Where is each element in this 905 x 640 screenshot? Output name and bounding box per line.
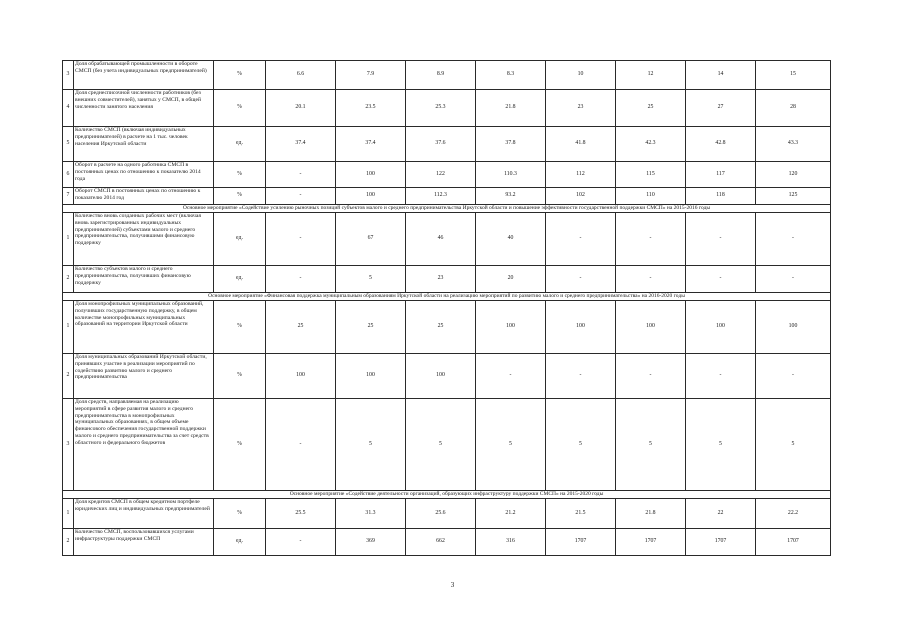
unit-cell: % bbox=[214, 499, 266, 529]
value-cell: - bbox=[686, 354, 756, 399]
value-cell: 115 bbox=[616, 162, 686, 188]
indicator-name: Количество СМСП, воспользовавшихся услугами инфраструктуры поддержки СМСП bbox=[74, 529, 214, 556]
value-cell: - bbox=[546, 266, 616, 293]
indicator-name: Доля кредитов СМСП в общем кредитном портфеле юридических лиц и индивидуальных предпринимателей bbox=[74, 499, 214, 529]
value-cell: 31.3 bbox=[336, 499, 406, 529]
value-cell: 25 bbox=[616, 90, 686, 127]
value-cell: - bbox=[756, 213, 831, 266]
unit-cell: % bbox=[214, 354, 266, 399]
value-cell: 125 bbox=[756, 188, 831, 205]
row-number: 2 bbox=[63, 529, 74, 556]
section-row bbox=[63, 293, 831, 301]
value-cell: 100 bbox=[336, 162, 406, 188]
value-cell: 100 bbox=[266, 354, 336, 399]
value-cell: 662 bbox=[406, 529, 476, 556]
value-cell: - bbox=[546, 354, 616, 399]
value-cell: 12 bbox=[616, 61, 686, 90]
value-cell: 100 bbox=[336, 354, 406, 399]
value-cell: - bbox=[476, 354, 546, 399]
value-cell: 316 bbox=[476, 529, 546, 556]
value-cell: 25 bbox=[336, 301, 406, 354]
unit-cell: % bbox=[214, 399, 266, 491]
value-cell: 21.8 bbox=[476, 90, 546, 127]
value-cell: - bbox=[266, 399, 336, 491]
value-cell: - bbox=[266, 266, 336, 293]
indicator-name: Количество СМСП (включая индивидуальных предпринимателей) в расчете на 1 тыс. человек населения Иркутской области bbox=[74, 127, 214, 162]
value-cell: 8.3 bbox=[476, 61, 546, 90]
value-cell: 25.6 bbox=[406, 499, 476, 529]
value-cell: - bbox=[266, 529, 336, 556]
row-number: 1 bbox=[63, 301, 74, 354]
value-cell: 5 bbox=[476, 399, 546, 491]
indicator-name: Доля монопрофильных муниципальных образований, получивших государственную поддержку, в общем количестве монопрофильных муниципальных образований на территории Иркутской области bbox=[74, 301, 214, 354]
value-cell: 23.5 bbox=[336, 90, 406, 127]
indicator-name: Доля среднесписочной численности работников (без внешних совместителей), занятых у СМСП, в общей численности занятого населения bbox=[74, 90, 214, 127]
value-cell: 25.5 bbox=[266, 499, 336, 529]
value-cell: 100 bbox=[336, 188, 406, 205]
row-number: 1 bbox=[63, 499, 74, 529]
value-cell: 5 bbox=[406, 399, 476, 491]
value-cell: 122 bbox=[406, 162, 476, 188]
value-cell: 67 bbox=[336, 213, 406, 266]
unit-cell: ед. bbox=[214, 127, 266, 162]
table-row bbox=[63, 90, 831, 127]
value-cell: 1707 bbox=[616, 529, 686, 556]
value-cell: - bbox=[756, 354, 831, 399]
unit-cell: ед. bbox=[214, 266, 266, 293]
value-cell: 37.6 bbox=[406, 127, 476, 162]
row-number: 7 bbox=[63, 188, 74, 205]
value-cell: 25 bbox=[266, 301, 336, 354]
row-number: 3 bbox=[63, 399, 74, 491]
unit-cell: ед. bbox=[214, 213, 266, 266]
page-number: 3 bbox=[450, 581, 455, 589]
value-cell: 37.8 bbox=[476, 127, 546, 162]
indicator-name: Доля обрабатывающей промышленности в обороте СМСП (без учета индивидуальных предпринимателей) bbox=[74, 61, 214, 90]
indicator-name: Количество вновь созданных рабочих мест (включая вновь зарегистрированных индивидуальных предпринимателей) субъектами малого и среднего предпринимательства, получившими финансовую поддержку bbox=[74, 213, 214, 266]
table-row bbox=[63, 213, 831, 266]
value-cell: - bbox=[616, 266, 686, 293]
value-cell: 23 bbox=[406, 266, 476, 293]
value-cell: - bbox=[616, 213, 686, 266]
value-cell: 112.3 bbox=[406, 188, 476, 205]
value-cell: 23 bbox=[546, 90, 616, 127]
value-cell: 20 bbox=[476, 266, 546, 293]
value-cell: 112 bbox=[546, 162, 616, 188]
indicator-name: Оборот в расчете на одного работника СМСП в постоянных ценах по отношению к показателю 2014 года bbox=[74, 162, 214, 188]
value-cell: - bbox=[266, 213, 336, 266]
value-cell: 42.8 bbox=[686, 127, 756, 162]
value-cell: 25.3 bbox=[406, 90, 476, 127]
value-cell: 8.9 bbox=[406, 61, 476, 90]
value-cell: 100 bbox=[546, 301, 616, 354]
value-cell: 37.4 bbox=[266, 127, 336, 162]
value-cell: 5 bbox=[336, 266, 406, 293]
row-number: 2 bbox=[63, 266, 74, 293]
value-cell: 102 bbox=[546, 188, 616, 205]
value-cell: 21.2 bbox=[476, 499, 546, 529]
value-cell: 1707 bbox=[756, 529, 831, 556]
value-cell: - bbox=[686, 266, 756, 293]
value-cell: 110 bbox=[616, 188, 686, 205]
section-title: Основное мероприятие «Содействие усилению рыночных позиций субъектов малого и среднего предпринимательства Иркутской области и повышение эффективности государственной поддержки СМСП» на 2015-2016 годы bbox=[63, 205, 831, 213]
value-cell: 46 bbox=[406, 213, 476, 266]
table-body bbox=[63, 61, 831, 556]
value-cell: 40 bbox=[476, 213, 546, 266]
value-cell: 5 bbox=[616, 399, 686, 491]
value-cell: 100 bbox=[616, 301, 686, 354]
value-cell: 25 bbox=[406, 301, 476, 354]
value-cell: 1707 bbox=[686, 529, 756, 556]
value-cell: 5 bbox=[686, 399, 756, 491]
value-cell: 5 bbox=[546, 399, 616, 491]
value-cell: 1707 bbox=[546, 529, 616, 556]
table-row bbox=[63, 354, 831, 399]
value-cell: 41.8 bbox=[546, 127, 616, 162]
value-cell: 22 bbox=[686, 499, 756, 529]
unit-cell: ед. bbox=[214, 529, 266, 556]
value-cell: 93.2 bbox=[476, 188, 546, 205]
value-cell: 5 bbox=[756, 399, 831, 491]
value-cell: 100 bbox=[756, 301, 831, 354]
value-cell: 15 bbox=[756, 61, 831, 90]
unit-cell: % bbox=[214, 301, 266, 354]
section-title: Основное мероприятие «Содействие деятельности организаций, образующих инфраструктуру поддержки СМСП» на 2015-2020 годы bbox=[63, 491, 831, 499]
table-row bbox=[63, 301, 831, 354]
value-cell: - bbox=[756, 266, 831, 293]
table-row bbox=[63, 529, 831, 556]
indicator-name: Доля муниципальных образований Иркутской области, принявших участие в реализации мероприятий по содействию развитию малого и среднего предпринимательства bbox=[74, 354, 214, 399]
table-row bbox=[63, 127, 831, 162]
value-cell: 43.3 bbox=[756, 127, 831, 162]
value-cell: 22.2 bbox=[756, 499, 831, 529]
value-cell: 37.4 bbox=[336, 127, 406, 162]
table-row bbox=[63, 162, 831, 188]
value-cell: 117 bbox=[686, 162, 756, 188]
value-cell: 21.8 bbox=[616, 499, 686, 529]
value-cell: 100 bbox=[686, 301, 756, 354]
indicator-name: Количество субъектов малого и среднего предпринимательства, получивших финансовую поддержку bbox=[74, 266, 214, 293]
section-row bbox=[63, 491, 831, 499]
value-cell: 6.6 bbox=[266, 61, 336, 90]
unit-cell: % bbox=[214, 188, 266, 205]
section-title: Основное мероприятие «Финансовая поддержка муниципальным образованиям Иркутской области на реализацию мероприятий по развитию малого и среднего предпринимательства» на 2016-2020 годы bbox=[63, 293, 831, 301]
table-row bbox=[63, 61, 831, 90]
value-cell: 14 bbox=[686, 61, 756, 90]
value-cell: 110.3 bbox=[476, 162, 546, 188]
unit-cell: % bbox=[214, 162, 266, 188]
indicator-name: Доля средств, направляемая на реализацию мероприятий в сфере развития малого и среднего предпринимательства в монопрофильных муниципальных образованиях, в общем объеме финансового обеспечения государственной поддержки малого и среднего предпринимательства за счет средств областного и федерального бюджетов bbox=[74, 399, 214, 491]
indicators-table bbox=[62, 60, 831, 556]
value-cell: 27 bbox=[686, 90, 756, 127]
value-cell: 369 bbox=[336, 529, 406, 556]
row-number: 2 bbox=[63, 354, 74, 399]
value-cell: 118 bbox=[686, 188, 756, 205]
row-number: 6 bbox=[63, 162, 74, 188]
value-cell: - bbox=[266, 188, 336, 205]
row-number: 4 bbox=[63, 90, 74, 127]
unit-cell: % bbox=[214, 61, 266, 90]
value-cell: 100 bbox=[406, 354, 476, 399]
value-cell: 20.1 bbox=[266, 90, 336, 127]
indicator-name: Оборот СМСП в постоянных ценах по отношению к показателю 2014 год bbox=[74, 188, 214, 205]
table-row bbox=[63, 188, 831, 205]
value-cell: 7.9 bbox=[336, 61, 406, 90]
value-cell: 42.3 bbox=[616, 127, 686, 162]
value-cell: 21.5 bbox=[546, 499, 616, 529]
row-number: 1 bbox=[63, 213, 74, 266]
row-number: 3 bbox=[63, 61, 74, 90]
section-row bbox=[63, 205, 831, 213]
value-cell: - bbox=[266, 162, 336, 188]
value-cell: - bbox=[686, 213, 756, 266]
value-cell: 5 bbox=[336, 399, 406, 491]
value-cell: 10 bbox=[546, 61, 616, 90]
table-row bbox=[63, 399, 831, 491]
value-cell: 28 bbox=[756, 90, 831, 127]
value-cell: 120 bbox=[756, 162, 831, 188]
value-cell: - bbox=[616, 354, 686, 399]
unit-cell: % bbox=[214, 90, 266, 127]
value-cell: 100 bbox=[476, 301, 546, 354]
row-number: 5 bbox=[63, 127, 74, 162]
value-cell: - bbox=[546, 213, 616, 266]
table-row bbox=[63, 266, 831, 293]
table-row bbox=[63, 499, 831, 529]
